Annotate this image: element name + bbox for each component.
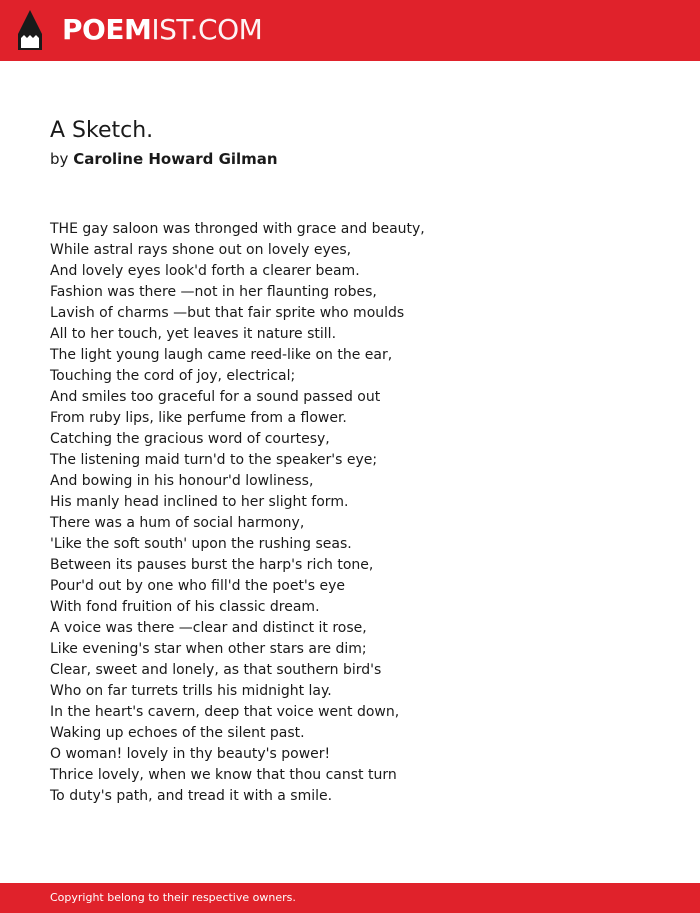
- brand-bold-text: POEM: [62, 13, 152, 46]
- brand-light-text: IST.COM: [151, 13, 263, 46]
- poem-line: From ruby lips, like perfume from a flower.: [50, 410, 347, 426]
- poem-line: O woman! lovely in thy beauty's power!: [50, 746, 331, 762]
- poem-line: In the heart's cavern, deep that voice went down,: [50, 704, 400, 720]
- poem-line: All to her touch, yet leaves it nature still.: [50, 326, 337, 342]
- poem-line: Pour'd out by one who fill'd the poet's eye: [50, 578, 346, 594]
- poem-line: Catching the gracious word of courtesy,: [50, 431, 330, 447]
- author-name: Caroline Howard Gilman: [73, 150, 278, 168]
- poem-title: A Sketch.: [50, 118, 154, 143]
- poem-line: THE gay saloon was thronged with grace and beauty,: [50, 221, 425, 237]
- poem-body: [50, 219, 425, 807]
- by-label: by: [50, 150, 69, 168]
- site-header: [0, 0, 700, 61]
- poem-line: Between its pauses burst the harp's rich tone,: [50, 557, 374, 573]
- poem-line: Lavish of charms —but that fair sprite who moulds: [50, 305, 405, 321]
- poem-line: Touching the cord of joy, electrical;: [50, 368, 296, 384]
- poem-line: And bowing in his honour'd lowliness,: [50, 473, 314, 489]
- site-logo-text[interactable]: [62, 12, 262, 48]
- site-footer: [0, 883, 700, 913]
- poem-line: There was a hum of social harmony,: [50, 515, 305, 531]
- copyright-notice: Copyright belong to their respective owners.: [50, 891, 296, 904]
- poem-line: 'Like the soft south' upon the rushing seas.: [50, 536, 352, 552]
- poem-line: His manly head inclined to her slight form.: [50, 494, 349, 510]
- poem-line: Like evening's star when other stars are dim;: [50, 641, 367, 657]
- poem-line: While astral rays shone out on lovely eyes,: [50, 242, 352, 258]
- pencil-tip-icon[interactable]: [18, 10, 42, 50]
- poem-line: Waking up echoes of the silent past.: [50, 725, 305, 741]
- poem-line: Who on far turrets trills his midnight lay.: [50, 683, 332, 699]
- poem-line: The light young laugh came reed-like on the ear,: [50, 347, 393, 363]
- poem-byline: [50, 149, 278, 169]
- poem-line: And smiles too graceful for a sound passed out: [50, 389, 381, 405]
- poem-line: Thrice lovely, when we know that thou canst turn: [50, 767, 397, 783]
- poem-line: To duty's path, and tread it with a smile.: [50, 788, 333, 804]
- poem-line: Fashion was there —not in her flaunting robes,: [50, 284, 377, 300]
- poem-line: Clear, sweet and lonely, as that southern bird's: [50, 662, 382, 678]
- poem-line: The listening maid turn'd to the speaker's eye;: [50, 452, 378, 468]
- poem-line: And lovely eyes look'd forth a clearer beam.: [50, 263, 360, 279]
- poem-line: A voice was there —clear and distinct it rose,: [50, 620, 367, 636]
- poem-line: With fond fruition of his classic dream.: [50, 599, 320, 615]
